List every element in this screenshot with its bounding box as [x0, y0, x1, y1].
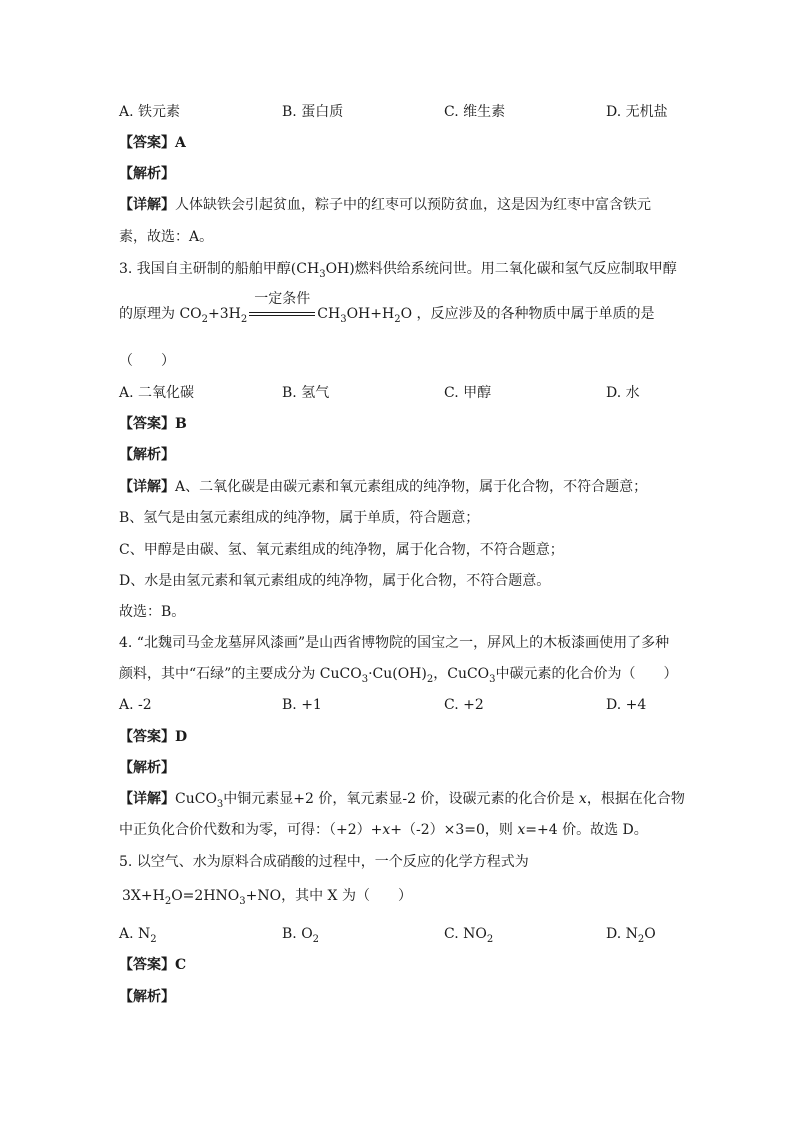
- q4-option-c: C. +2: [444, 697, 484, 713]
- q3-eq-h: +3H: [208, 306, 241, 322]
- q4-option-a: A. -2: [119, 697, 152, 713]
- q3-option-c: C. 甲醇: [444, 385, 492, 401]
- q3-detail-label: 【详解】: [119, 479, 175, 495]
- q3-detail-d: D、水是由氢元素和氧元素组成的纯净物，属于化合物，不符合题意。: [119, 573, 551, 589]
- q3-eq-co: CO: [179, 306, 202, 322]
- q5-option-b-text: B. O: [282, 926, 313, 942]
- q4-stem-2a: 颜料，其中“石绿”的主要成分为 CuCO: [119, 666, 362, 682]
- q4-option-d: D. +4: [606, 697, 647, 713]
- q3-detail-c: C、甲醇是由碳、氢、氧元素组成的纯净物，属于化合物，不符合题意；: [119, 542, 564, 558]
- q3-bracket: （ ）: [119, 353, 175, 369]
- q2-answer: 【答案】A: [119, 135, 186, 151]
- q4-detail-2b: +（-2）×3=0，则: [390, 822, 518, 838]
- q4-detail-2a: 中正负化合价代数和为零，可得：（+2）+: [119, 822, 383, 838]
- q5-answer: 【答案】C: [119, 957, 187, 973]
- q5-option-d-sub: 2: [637, 933, 645, 945]
- q5-option-a-sub: 2: [150, 933, 157, 945]
- q4-detail-1b: 中铜元素显+2 价，氧元素显-2 价，设碳元素的化合价是: [223, 791, 579, 807]
- q2-detail-line1: [119, 196, 651, 214]
- q3-stem-line2: [119, 291, 655, 325]
- q3-eq-p2-sub: 2: [394, 313, 401, 325]
- q4-answer: 【答案】D: [119, 729, 188, 745]
- q3-stem-text1b: OH)燃料供给系统问世。用二氧化碳和氢气反应制取甲醇: [325, 261, 677, 277]
- q5-eq-sub2: 3: [239, 895, 246, 907]
- q3-analysis: 【解析】: [119, 447, 175, 463]
- q4-stem-2c: ，CuCO: [433, 666, 490, 682]
- q4-detail-2c: =+4 价。故选 D。: [525, 822, 648, 838]
- q4-detail-1sub: 3: [216, 798, 224, 810]
- q5-option-d-tail: O: [644, 926, 656, 942]
- q2-detail-label: 【详解】: [119, 197, 175, 213]
- q3-stem-prefix: 的原理为: [119, 306, 175, 322]
- q2-detail-line2: 素，故选：A。: [119, 229, 214, 245]
- q4-analysis: 【解析】: [119, 760, 175, 776]
- q4-detail-1c: ，根据在化合物: [586, 791, 685, 807]
- q3-eq-condition: 一定条件: [254, 291, 311, 307]
- q4-stem-line1: 4. “北魏司马金龙墓屏风漆画”是山西省博物院的国宝之一，屏风上的木板漆画使用了多种: [119, 635, 670, 651]
- q5-stem-line1: 5. 以空气、水为原料合成硝酸的过程中，一个反应的化学方程式为: [119, 854, 529, 870]
- q5-eq-a: 3X+H: [122, 888, 165, 904]
- q4-stem-2b: ·Cu(OH): [368, 666, 427, 682]
- q3-stem-text1a: 3. 我国自主研制的船舶甲醇(CH: [119, 261, 320, 277]
- q5-eq-sub1: 2: [164, 895, 172, 907]
- q5-stem-suffix: ，其中 X 为（ ）: [281, 888, 412, 904]
- q5-eq-b: O=2HNO: [171, 888, 240, 904]
- q5-option-b-sub: 2: [312, 933, 320, 945]
- q3-detail-a: [119, 478, 647, 496]
- q4-detail-label: 【详解】: [119, 791, 175, 807]
- q3-equation: [179, 291, 416, 325]
- q3-option-b: B. 氢气: [282, 385, 330, 401]
- q5-option-a: [119, 925, 157, 943]
- q3-option-a: A. 二氧化碳: [119, 385, 195, 401]
- q2-option-d: D. 无机盐: [606, 104, 668, 120]
- q3-option-d: D. 水: [606, 385, 640, 401]
- q4-detail-1x: x: [578, 791, 587, 807]
- q4-detail-2x: x: [382, 822, 391, 838]
- q3-eq-h-sub: 2: [240, 313, 248, 325]
- q3-answer: 【答案】B: [119, 416, 187, 432]
- q3-detail-b: B、氢气是由氢元素组成的纯净物，属于单质，符合题意；: [119, 510, 480, 526]
- q2-option-a: A. 铁元素: [119, 104, 181, 120]
- q2-option-b: B. 蛋白质: [282, 104, 344, 120]
- q3-eq-co-sub: 2: [201, 313, 209, 325]
- q5-stem-line2: [122, 887, 412, 905]
- q4-detail-line2: [119, 821, 648, 839]
- q3-eq-p1: CH: [317, 306, 341, 322]
- q4-stem-sub1: 3: [361, 673, 369, 685]
- q4-detail-2x2: x: [517, 822, 526, 838]
- q2-detail-text1: 人体缺铁会引起贫血，粽子中的红枣可以预防贫血，这是因为红枣中富含铁元: [175, 197, 651, 213]
- q5-option-b: [282, 925, 319, 943]
- q5-option-d: [606, 925, 656, 943]
- q5-option-c-sub: 2: [486, 933, 494, 945]
- q5-option-d-text: D. N: [606, 926, 638, 942]
- q4-stem-line2: [119, 665, 678, 683]
- q3-eq-p3: O: [400, 306, 413, 322]
- q3-eq-p1-sub: 3: [340, 313, 347, 325]
- q5-option-c: [444, 925, 493, 943]
- q4-stem-sub3: 3: [489, 673, 496, 685]
- q3-eq-p2: OH+H: [346, 306, 395, 322]
- q5-option-a-text: A. N: [119, 926, 151, 942]
- q3-stem-sub: 3: [319, 268, 326, 280]
- q3-detail-a-text: A、二氧化碳是由碳元素和氧元素组成的纯净物，属于化合物，不符合题意；: [175, 479, 648, 495]
- q4-detail-1a: CuCO: [175, 791, 217, 807]
- q5-analysis: 【解析】: [119, 989, 175, 1005]
- q3-eq-arrow: [249, 291, 315, 323]
- q4-stem-sub2: 2: [426, 673, 434, 685]
- q3-conclusion: 故选：B。: [119, 604, 186, 620]
- q3-stem-line1: [119, 260, 677, 278]
- q2-option-c: C. 维生素: [444, 104, 506, 120]
- q4-stem-2d: 中碳元素的化合价为（ ）: [495, 666, 678, 682]
- q2-analysis: 【解析】: [119, 166, 175, 182]
- q4-detail-line1: [119, 790, 685, 808]
- q3-stem-suffix: ，反应涉及的各种物质中属于单质的是: [416, 306, 655, 322]
- q5-eq-c: +NO: [245, 888, 282, 904]
- q4-option-b: B. +1: [282, 697, 322, 713]
- q5-option-c-text: C. NO: [444, 926, 487, 942]
